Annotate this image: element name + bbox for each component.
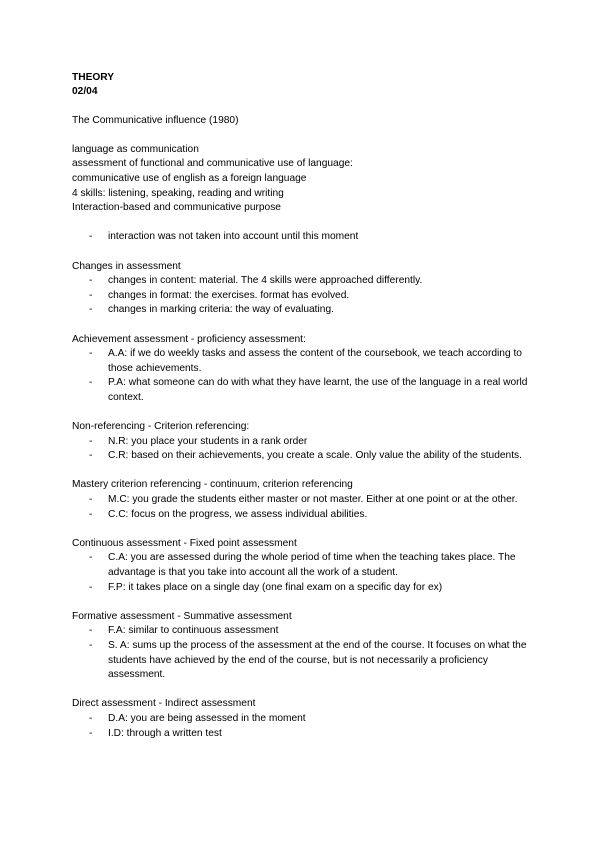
list-item (72, 727, 532, 742)
list-item-text: D.A: you are being assessed in the moment (108, 712, 306, 724)
bullet-dash: - (89, 304, 93, 316)
bullet-dash: - (89, 348, 93, 360)
section-heading: Continuous assessment - Fixed point assessment (72, 537, 297, 549)
section-heading: Achievement assessment - proficiency assessment: (72, 333, 306, 345)
sections-container (72, 260, 532, 742)
list-item-text: I.D: through a written test (108, 727, 222, 739)
text-line: assessment of functional and communicative use of language: (72, 158, 353, 170)
bullet-dash: - (89, 450, 93, 462)
text-line: language as communication (72, 143, 199, 155)
text-line: communicative use of english as a foreign language (72, 172, 307, 184)
list-item-text: A.A: if we do weekly tasks and assess the content of the coursebook, we teach according to those achievements. (108, 348, 522, 374)
bullet-dash: - (89, 275, 93, 287)
document-date: 02/04 (72, 86, 98, 97)
list-item (72, 639, 532, 683)
list-item (72, 712, 532, 727)
bullet-dash: - (89, 289, 93, 301)
bullet-dash: - (89, 712, 93, 724)
list-item (72, 551, 532, 580)
list-item (72, 435, 532, 450)
note-list (72, 230, 532, 245)
list-item (72, 289, 532, 304)
bullet-dash: - (89, 435, 93, 447)
list-item (72, 493, 532, 508)
list-item (72, 376, 532, 405)
list-item-text: changes in format: the exercises. format has evolved. (108, 289, 350, 301)
list-item (72, 449, 532, 464)
bullet-list (72, 551, 532, 595)
spacer (72, 99, 532, 114)
bullet-list (72, 347, 532, 405)
list-item-text: C.C: focus on the progress, we assess individual abilities. (108, 508, 368, 520)
section-heading: Mastery criterion referencing - continuum, criterion referencing (72, 479, 353, 491)
document-title: THEORY (72, 72, 115, 83)
list-item (72, 230, 532, 245)
list-item-text: interaction was not taken into account until this moment (108, 231, 359, 243)
section-heading: Formative assessment - Summative assessment (72, 610, 292, 622)
spacer (72, 128, 532, 143)
list-item-text: N.R: you place your students in a rank order (108, 435, 308, 447)
list-item (72, 581, 532, 596)
list-item (72, 347, 532, 376)
list-item-text: S. A: sums up the process of the assessment at the end of the course. It focuses on what the students have achieved by the end of the course, but is not necessarily a proficiency assessment. (108, 639, 527, 681)
list-item (72, 508, 532, 523)
bullet-dash: - (89, 552, 93, 564)
bullet-list (72, 493, 532, 522)
bullet-list (72, 274, 532, 318)
bullet-dash: - (89, 508, 93, 520)
spacer (72, 216, 532, 231)
section-heading: Changes in assessment (72, 260, 181, 272)
bullet-dash: - (89, 231, 93, 243)
bullet-list (72, 712, 532, 741)
list-item-text: changes in marking criteria: the way of evaluating. (108, 304, 334, 316)
bullet-dash: - (89, 494, 93, 506)
bullet-list (72, 624, 532, 682)
text-line: Interaction-based and communicative purpose (72, 202, 281, 214)
list-item-text: F.A: similar to continuous assessment (108, 625, 279, 637)
list-item (72, 274, 532, 289)
list-item (72, 303, 532, 318)
list-item-text: F.P: it takes place on a single day (one final exam on a specific day for ex) (108, 581, 443, 593)
bullet-dash: - (89, 625, 93, 637)
list-item-text: P.A: what someone can do with what they have learnt, the use of the language in a real world context. (108, 377, 528, 403)
bullet-list (72, 435, 532, 464)
bullet-dash: - (89, 581, 93, 593)
section-heading: Direct assessment - Indirect assessment (72, 698, 256, 710)
list-item (72, 624, 532, 639)
document-page (72, 71, 532, 741)
bullet-dash: - (89, 727, 93, 739)
list-item-text: C.A: you are assessed during the whole period of time when the teaching takes place. The advantage is that you take into account all the work of a student. (108, 552, 516, 578)
section-heading: Non-referencing - Criterion referencing: (72, 421, 250, 433)
bullet-dash: - (89, 377, 93, 389)
list-item-text: changes in content: material. The 4 skills were approached differently. (108, 275, 423, 287)
list-item-text: C.R: based on their achievements, you create a scale. Only value the ability of the students. (108, 450, 522, 462)
bullet-dash: - (89, 639, 93, 651)
list-item-text: M.C: you grade the students either master or not master. Either at one point or at the other. (108, 494, 518, 506)
intro-line: The Communicative influence (1980) (72, 114, 239, 126)
text-line: 4 skills: listening, speaking, reading and writing (72, 187, 284, 199)
